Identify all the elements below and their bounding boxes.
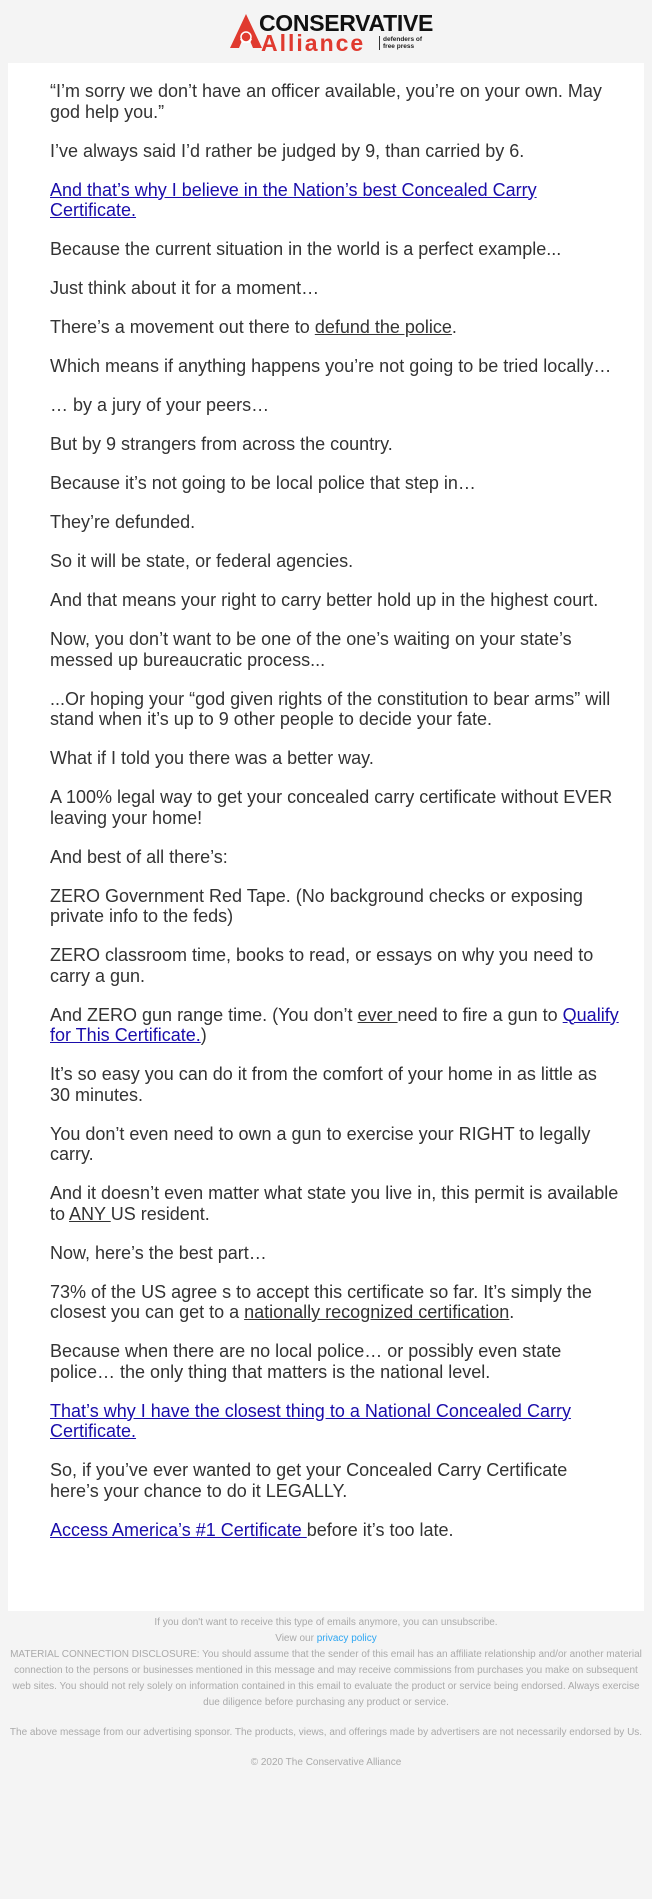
view-our-text: View our [275, 1633, 317, 1644]
paragraph: Because the current situation in the world is a perfect example... [50, 239, 562, 259]
paragraph: I’ve always said I’d rather be judged by 9, than carried by 6. [50, 140, 525, 161]
underlined-text: ANY [69, 1203, 111, 1224]
certificate-link-1[interactable]: And that’s why I believe in the Nation’s best Concealed Carry Certificate. [50, 179, 537, 220]
email-content [50, 81, 620, 1559]
text-span: And ZERO gun range time. (You don’t [50, 1004, 358, 1025]
text-span: And it doesn’t even matter what state you live in, this permit is available to [50, 1183, 619, 1224]
paragraph: “I’m sorry we don’t have an officer available, you’re on your own. May god help you.” [50, 81, 602, 122]
paragraph: Which means if anything happens you’re not going to be tried locally… [50, 356, 612, 376]
sponsor-notice: The above message from our advertising sponsor. The products, views, and offerings made by advertisers are not necessarily endorsed by Us. [9, 1727, 643, 1738]
underlined-text: nationally recognized certification [244, 1302, 510, 1322]
qualify-link[interactable]: Qualify for This Certificate. [50, 1004, 619, 1045]
paragraph: Because when there are no local police… or possibly even state police… the only thing that matters is the national level. [50, 1341, 562, 1382]
text-span: before it’s too late. [306, 1519, 454, 1540]
paragraph: A 100% legal way to get your concealed carry certificate without EVER leaving your home! [50, 787, 613, 828]
paragraph: They’re defunded. [50, 512, 196, 532]
logo-tagline-line-1: defenders of [383, 36, 423, 43]
access-certificate-link[interactable]: Access America’s #1 Certificate [50, 1519, 307, 1540]
text-span: ) [200, 1025, 207, 1045]
copyright-text: © 2020 The Conservative Alliance [250, 1757, 402, 1768]
certificate-link-2[interactable]: That’s why I have the closest thing to a National Concealed Carry Certificate. [50, 1400, 571, 1441]
text-span: There’s a movement out there to [50, 317, 315, 337]
spacer [0, 1711, 652, 1725]
paragraph: And that means your right to carry better hold up in the highest court. [50, 590, 599, 610]
paragraph [50, 1282, 620, 1323]
email-footer [0, 1611, 652, 1771]
brand-logo[interactable] [229, 10, 434, 56]
paragraph: What if I told you there was a better way. [50, 748, 374, 768]
spacer [0, 1741, 652, 1755]
email-header [0, 0, 652, 63]
paragraph: ZERO classroom time, books to read, or essays on why you need to carry a gun. [50, 945, 594, 986]
logo-word-conservative: CONSERVATIVE [259, 10, 434, 36]
logo-tagline-line-2: free press [383, 43, 415, 50]
paragraph: Just think about it for a moment… [50, 278, 320, 298]
paragraph: You don’t even need to own a gun to exercise your RIGHT to legally carry. [50, 1123, 591, 1164]
paragraph: ...Or hoping your “god given rights of the constitution to bear arms” will stand when it’s up to 9 other people to decide your fate. [50, 688, 611, 729]
unsubscribe-text[interactable]: If you don't want to receive this type of emails anymore, you can unsubscribe. [154, 1617, 498, 1628]
paragraph [50, 1520, 620, 1541]
logo-a-icon [229, 13, 263, 49]
paragraph: It’s so easy you can do it from the comfort of your home in as little as 30 minutes. [50, 1064, 597, 1105]
paragraph: So it will be state, or federal agencies. [50, 551, 354, 571]
material-connection-disclosure: MATERIAL CONNECTION DISCLOSURE: You should assume that the sender of this email has an affiliate relationship and/or another material connection to the persons or businesses mentioned in this message and may receive commissions from purchases you make on subsequent web sites. You should not rely solely on information contained in this email to evaluate the product or service being endorsed. Always exercise due diligence before purchasing any product or service. [10, 1649, 642, 1708]
paragraph: And best of all there’s: [50, 846, 228, 867]
email-body-card [8, 63, 644, 1611]
privacy-policy-link[interactable]: privacy policy [316, 1633, 377, 1644]
paragraph [50, 1005, 620, 1046]
paragraph: ZERO Government Red Tape. (No background checks or exposing private info to the feds) [50, 885, 583, 926]
logo-separator [379, 36, 380, 50]
paragraph [50, 317, 620, 338]
logo-tagline [383, 36, 422, 50]
paragraph: Now, here’s the best part… [50, 1242, 267, 1263]
text-span: need to fire a gun to [397, 1004, 563, 1025]
logo-word-alliance: Alliance [261, 30, 366, 56]
paragraph: … by a jury of your peers… [50, 395, 270, 415]
paragraph: So, if you’ve ever wanted to get your Concealed Carry Certificate here’s your chance to do it LEGALLY. [50, 1460, 568, 1501]
text-span: . [451, 317, 457, 337]
paragraph [50, 1183, 620, 1224]
paragraph [50, 180, 620, 221]
paragraph [50, 1401, 620, 1442]
paragraph: But by 9 strangers from across the country. [50, 434, 393, 454]
paragraph: Now, you don’t want to be one of the one’s waiting on your state’s messed up bureaucratic process... [50, 629, 572, 670]
underlined-text: ever [357, 1004, 398, 1025]
text-span: . [509, 1302, 515, 1322]
paragraph: Because it’s not going to be local police that step in… [50, 473, 476, 493]
underlined-text: defund the police [314, 317, 452, 337]
text-span: US resident. [110, 1203, 210, 1224]
privacy-line [0, 1631, 652, 1647]
text-span: 73% of the US agree s to accept this certificate so far. It’s simply the closest you can get to a [50, 1281, 592, 1322]
